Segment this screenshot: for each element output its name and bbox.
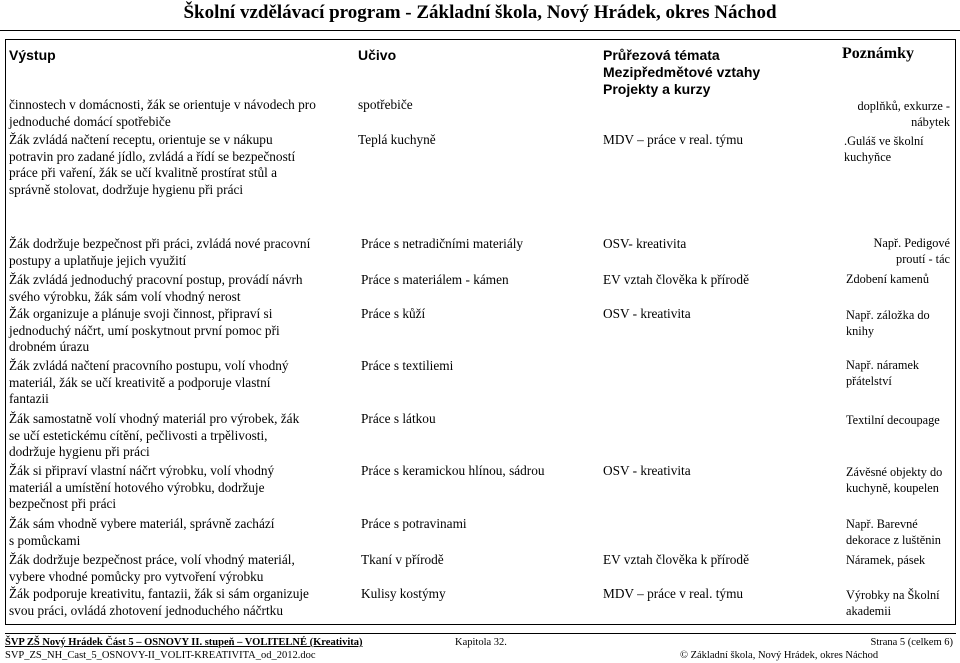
column-header-prurezova-1: Průřezová témata [603,47,720,63]
poznamky-cell: Výrobky na Školní akademii [846,588,940,618]
poznamky-cell: Např. náramek přátelství [846,358,920,388]
poznamky-cell: Např. Barevné dekorace z luštěnin [846,517,941,547]
ucivo-cell: Práce s potravinami [361,516,467,531]
ucivo-cell: Tkaní v přírodě [361,552,444,567]
page-header [0,0,960,31]
column-header-poznamky: Poznámky [842,45,914,62]
footer-document-title: ŠVP ZŠ Nový Hrádek Část 5 – OSNOVY II. stupeň – VOLITELNÉ (Kreativita) [5,637,363,648]
poznamky-cell: Zdobení kamenů [846,272,929,286]
prurezova-cell: OSV- kreativita [603,236,687,251]
vystup-cell: Žák organizuje a plánuje svoji činnost, připraví si jednoduchý náčrt, umí poskytnout první pomoc při drobném úrazu [9,306,280,354]
column-header-ucivo: Učivo [358,47,397,63]
vystup-cell: činnostech v domácnosti, žák se orientuje v návodech pro jednoduché domácí spotřebiče [9,97,316,129]
ucivo-cell: Práce s materiálem - kámen [361,272,509,287]
prurezova-cell: MDV – práce v real. týmu [603,132,744,147]
ucivo-cell: Práce s látkou [361,411,436,426]
ucivo-cell: spotřebiče [358,97,413,112]
column-header-prurezova-3: Projekty a kurzy [603,81,711,97]
footer-page-number: Strana 5 (celkem 6) [870,637,953,648]
vystup-cell: Žák dodržuje bezpečnost při práci, zvládá nové pracovní postupy a uplatňuje jejich využití [9,236,311,268]
poznamky-cell: Textilní decoupage [846,413,940,427]
vystup-cell: Žák zvládá načtení pracovního postupu, volí vhodný materiál, žák se učí kreativitě a podporuje vlastní fantazii [9,358,289,406]
vystup-cell: Žák dodržuje bezpečnost práce, volí vhodný materiál, vybere vhodné pomůcky pro vytvoření výrobku [9,552,295,584]
footer-copyright: © Základní škola, Nový Hrádek, okres Náchod [680,650,879,661]
ucivo-cell: Práce s netradičními materiály [361,236,524,251]
ucivo-cell: Práce s textiliemi [361,358,454,373]
prurezova-cell: EV vztah člověka k přírodě [603,272,749,287]
poznamky-cell: .Guláš ve školní kuchyňce [844,134,924,164]
prurezova-cell: OSV - kreativita [603,463,691,478]
poznamky-cell: Náramek, pásek [846,553,926,567]
column-header-vystup: Výstup [9,47,56,63]
column-header-prurezova-2: Mezipředmětové vztahy [603,64,761,80]
poznamky-cell: Závěsné objekty do kuchyně, koupelen [846,465,943,495]
footer-chapter: Kapitola 32. [455,637,507,648]
poznamky-cell: Např. záložka do knihy [846,308,930,338]
prurezova-cell: OSV - kreativita [603,306,691,321]
footer-filename: SVP_ZS_NH_Cast_5_OSNOVY-II_VOLIT-KREATIVITA_od_2012.doc [5,650,316,661]
ucivo-cell: Práce s kůží [361,306,426,321]
footer-divider [5,633,956,634]
poznamky-cell: Např. Pedigové proutí - tác [873,236,950,266]
ucivo-cell: Teplá kuchyně [358,132,436,147]
prurezova-cell: MDV – práce v real. týmu [603,586,744,601]
vystup-cell: Žák zvládá načtení receptu, orientuje se v nákupu potravin pro zadané jídlo, zvládá a řídí se bezpečností práce při vaření, žák se učí kvalitně prostírat stůl a správně stolovat, dodržuje hygienu při práci [9,132,296,197]
ucivo-cell: Práce s keramickou hlínou, sádrou [361,463,545,478]
vystup-cell: Žák samostatně volí vhodný materiál pro výrobek, žák se učí estetickému cítění, pečlivosti a trpělivosti, dodržuje hygienu při práci [9,411,300,459]
page-title: Školní vzdělávací program - Základní škola, Nový Hrádek, okres Náchod [183,2,777,23]
vystup-cell: Žák zvládá jednoduchý pracovní postup, provádí návrh svého výrobku, žák sám volí vhodný nerost [9,272,303,304]
poznamky-cell: doplňků, exkurze - nábytek [857,99,950,129]
ucivo-cell: Kulisy kostýmy [361,586,446,601]
vystup-cell: Žák podporuje kreativitu, fantazii, žák si sám organizuje svou práci, ovládá zhotovení jednoduchého náčrtku [9,586,309,618]
prurezova-cell: EV vztah člověka k přírodě [603,552,749,567]
vystup-cell: Žák sám vhodně vybere materiál, správně zachází s pomůckami [9,516,275,548]
vystup-cell: Žák si připraví vlastní náčrt výrobku, volí vhodný materiál a umístění hotového výrobku, dodržuje bezpečnost při práci [9,463,275,511]
